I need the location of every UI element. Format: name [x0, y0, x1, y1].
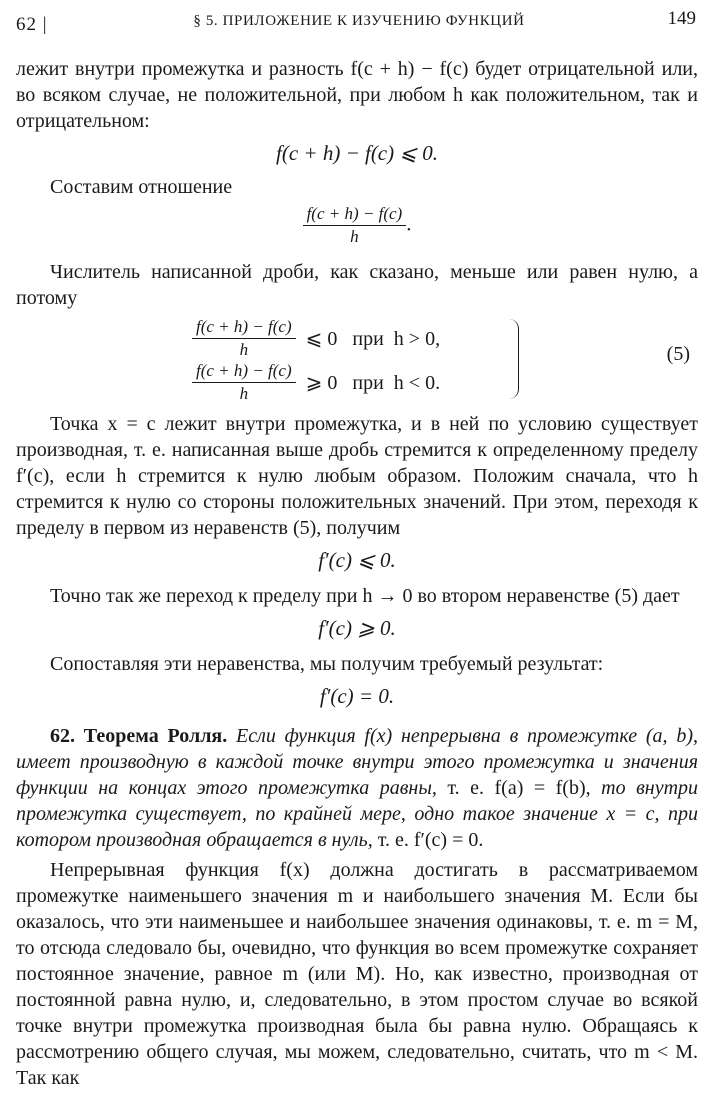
ratio-fraction: $\frac{f(c + h) - f(c)}{h}$ .: [16, 204, 698, 247]
paragraph-4: Точка x = c лежит внутри промежутка, и в ней по условию существует производная, т. е. написанная выше дробь стремится к определенному пределу f′(c), если h стремится к нулю любым образом. Положим сначала, что h стремится к нулю со стороны положительных значений. При этом, переходя к пределу в первом из неравенств (5), получим: [16, 413, 698, 539]
fraction-numerator: f(c + h) − f(c): [192, 317, 296, 339]
paragraph-3: Числитель написанной дроби, как сказано, меньше или равен нулю, а потому: [16, 261, 698, 309]
fraction-denominator: h: [350, 227, 359, 246]
theorem-text-2: то внутри промежутка существует, по крайней мере, одно такое значение x = c, при котором производная обращается в нуль,: [16, 777, 699, 851]
theorem-text-1: Если функция f(x) непрерывна в промежутке (a, b), имеет производную в каждой точке внутри этого промежутка и значения функции на концах этого промежутка равны,: [16, 725, 699, 799]
paragraph-7: Непрерывная функция f(x) должна достигать в рассматриваемом промежутке наименьшего значения m и наибольшего значения M. Если бы оказалось, что эти наименьшее и наибольшее значения одинаковы, т. е. m = M, то отсюда следовало бы, очевидно, что функция во всем промежутке сохраняет постоянное значение, равное m (или M). Но, как известно, производная от постоянной равна нулю, и, следовательно, в этом простом случае во всякой точке внутри промежутка производная была бы равна нулю. Обращаясь к рассмотрению общего случая, мы можем, следовательно, считать, что m < M. Так как: [16, 859, 698, 1089]
page-number: 149: [667, 8, 696, 29]
inequality-system: [16, 315, 698, 405]
right-brace: [504, 319, 519, 399]
theorem-te-1: т. е. f(a) = f(b),: [447, 777, 591, 799]
fraction-denominator: h: [239, 384, 249, 403]
inequality-row-1-tail: ⩽ 0 при h > 0,: [305, 327, 441, 350]
fraction: [303, 204, 407, 247]
fraction-numerator: f(c + h) − f(c): [192, 361, 296, 383]
fraction: [192, 317, 296, 360]
running-title: § 5. ПРИЛОЖЕНИЕ К ИЗУЧЕНИЮ ФУНКЦИЙ: [193, 13, 525, 29]
equation-3: f′(c) ⩾ 0.: [318, 616, 396, 640]
paragraph-1: лежит внутри промежутка и разность f(c + h) − f(c) будет отрицательной или, во всяком случае, не положительной, при любом h как положительном, так и отрицательном:: [16, 58, 698, 132]
theorem-te-2: т. е. f′(c) = 0.: [377, 829, 484, 851]
equation-2: f′(c) ⩽ 0.: [318, 548, 396, 572]
equation-4: f′(c) = 0.: [319, 684, 395, 708]
page-body: [16, 56, 698, 1091]
equation-label: (5): [666, 343, 690, 365]
paragraph-2: [16, 174, 698, 200]
paragraph-2-text: Составим отношение: [50, 176, 233, 198]
equation-1: f(c + h) − f(c) ⩽ 0.: [276, 141, 438, 165]
paragraph-6: Сопоставляя эти неравенства, мы получим требуемый результат:: [50, 653, 604, 675]
paragraph-5: Точно так же переход к пределу при h → 0 во втором неравенстве (5) дает: [50, 585, 680, 607]
inequality-row-1: [192, 317, 440, 360]
fraction-denominator: h: [239, 340, 249, 359]
fraction: [192, 361, 296, 404]
theorem-paragraph: [16, 723, 698, 853]
inequality-row-2-tail: ⩾ 0 при h < 0.: [305, 371, 441, 394]
fraction-numerator: f(c + h) − f(c): [303, 204, 407, 226]
theorem-title: 62. Теорема Ролля.: [50, 725, 228, 747]
inequality-row-2: [192, 361, 440, 404]
section-number: 62 |: [16, 14, 48, 35]
